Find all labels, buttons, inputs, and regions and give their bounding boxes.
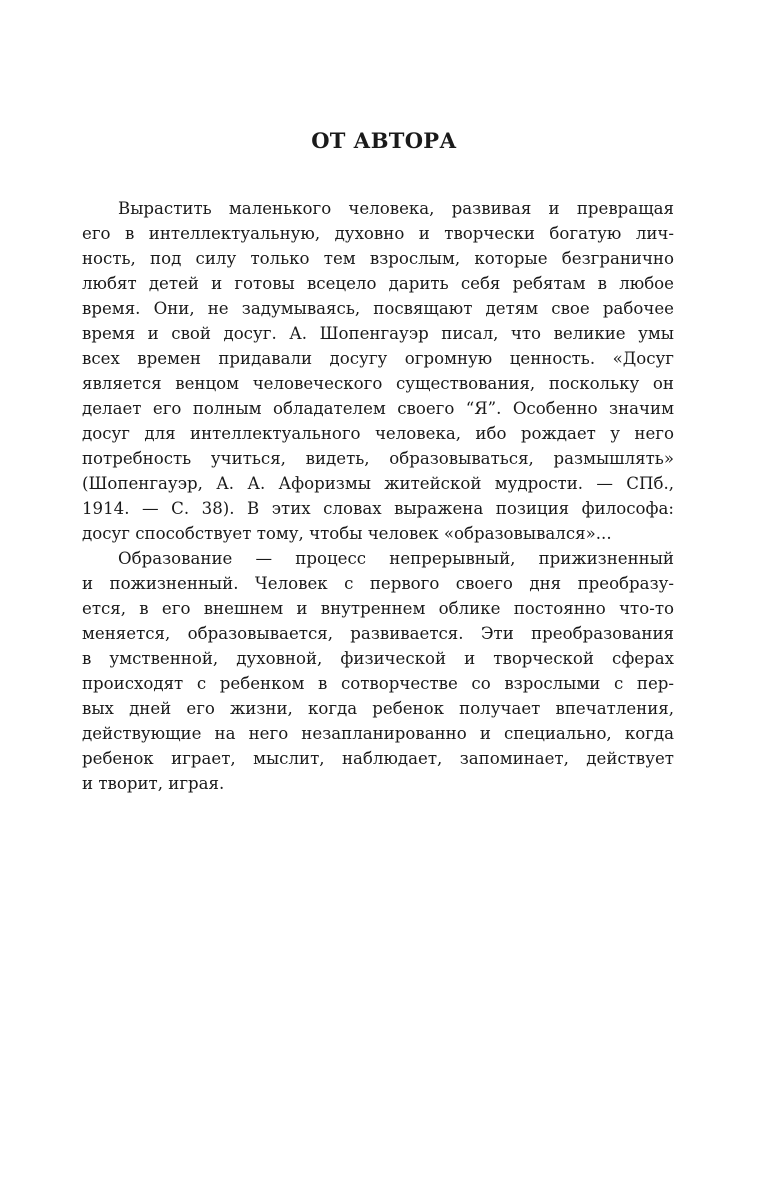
text-line: ребенок играет, мыслит, наблюдает, запоминает, действует [82, 749, 674, 768]
text-line: досуг способствует тому, чтобы человек «образовывался»... [82, 524, 612, 543]
text-line: и пожизненный. Человек с первого своего дня преобразу- [82, 574, 674, 593]
text-line: делает его полным обладателем своего “Я”. Особенно значим [82, 399, 674, 418]
text-line: всех времен придавали досугу огромную ценность. «Досуг [82, 349, 674, 368]
text-line: в умственной, духовной, физической и творческой сферах [82, 649, 674, 668]
text-line: любят детей и готовы всецело дарить себя ребятам в любое [82, 274, 674, 293]
text-line: Вырастить маленького человека, развивая и превращая [118, 199, 674, 218]
paragraph-1 [82, 196, 674, 546]
text-line: Образование — процесс непрерывный, прижизненный [118, 549, 674, 568]
text-line: вых дней его жизни, когда ребенок получает впечатления, [82, 699, 674, 718]
text-line: ется, в его внешнем и внутреннем облике постоянно что-то [82, 599, 674, 618]
text-line: меняется, образовывается, развивается. Эти преобразования [82, 624, 674, 643]
page-title: ОТ АВТОРА [311, 128, 457, 153]
text-line: действующие на него незапланированно и специально, когда [82, 724, 674, 743]
text-line: происходят с ребенком в сотворчестве со взрослыми с пер- [82, 674, 674, 693]
text-line: его в интеллектуальную, духовно и творчески богатую лич- [82, 224, 674, 243]
text-line: (Шопенгауэр, А. А. Афоризмы житейской мудрости. — СПб., [82, 474, 674, 493]
paragraph-2 [82, 546, 674, 796]
text-line: досуг для интеллектуального человека, ибо рождает у него [82, 424, 674, 443]
text-line: ность, под силу только тем взрослым, которые безгранично [82, 249, 674, 268]
text-line: является венцом человеческого существования, поскольку он [82, 374, 674, 393]
text-line: 1914. — С. 38). В этих словах выражена позиция философа: [82, 499, 674, 518]
text-line: время и свой досуг. А. Шопенгауэр писал, что великие умы [82, 324, 674, 343]
text-line: потребность учиться, видеть, образовываться, размышлять» [82, 449, 674, 468]
body-text [82, 196, 674, 796]
text-line: время. Они, не задумываясь, посвящают детям свое рабочее [82, 299, 674, 318]
text-line: и творит, играя. [82, 774, 225, 793]
